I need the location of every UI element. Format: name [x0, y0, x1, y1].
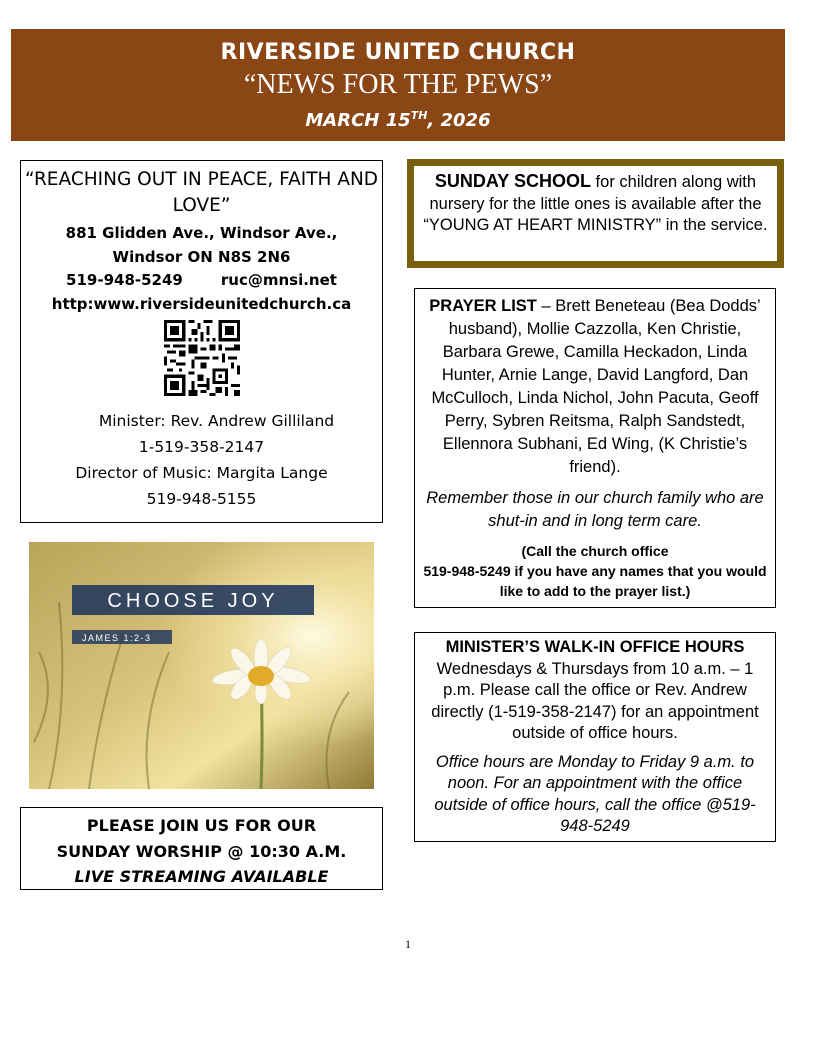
image-verse: JAMES 1:2-3: [82, 633, 152, 643]
church-email[interactable]: ruc@mnsi.net: [220, 271, 337, 289]
music-director: Director of Music: Margita Lange: [75, 464, 328, 482]
minister-name: Minister: Rev. Andrew Gilliland: [98, 412, 335, 430]
sunday-school-text: for children along with nursery for the little ones is available after the “YOUNG AT HEART MINISTRY” in the service.: [423, 173, 768, 234]
sunday-school-box: [407, 159, 784, 268]
church-info-box: [20, 160, 383, 523]
church-name: RIVERSIDE UNITED CHURCH: [220, 40, 576, 65]
office-hours-text: Wednesdays & Thursdays from 10 a.m. – 1 p.m. Please call the office or Rev. Andrew directly (1-519-358-2147) for an appointment outside of office hours.: [431, 659, 759, 742]
qr-code: [164, 320, 240, 396]
minister-phone: 1-519-358-2147: [138, 438, 265, 456]
church-website[interactable]: http:www.riversideunitedchurch.ca: [51, 294, 352, 313]
sunday-school-heading: SUNDAY SCHOOL: [434, 171, 591, 191]
music-director-phone: 519-948-5155: [146, 490, 257, 508]
address-line-1: 881 Glidden Ave., Windsor Ave.,: [65, 224, 338, 242]
prayer-remember-note: Remember those in our church family who are shut-in and in long term care.: [426, 489, 764, 530]
office-hours-heading: MINISTER’S WALK-IN OFFICE HOURS: [445, 638, 745, 656]
worship-line-1: PLEASE JOIN US FOR OUR: [86, 816, 317, 835]
page-number: 1: [405, 937, 411, 951]
prayer-call-note: (Call the church office 519-948-5249 if you have any names that you would like to add to the prayer list.): [423, 543, 767, 599]
image-title: CHOOSE JOY: [107, 590, 279, 612]
worship-line-2: SUNDAY WORSHIP @ 10:30 A.M.: [56, 841, 347, 861]
contact-row: [21, 269, 382, 293]
newsletter-date: MARCH 15TH, 2026: [305, 109, 491, 131]
address-line-2: Windsor ON N8S 2N6: [112, 247, 291, 266]
church-motto: “REACHING OUT IN PEACE, FAITH AND LOVE”: [24, 169, 379, 216]
prayer-list-box: [414, 288, 776, 608]
newsletter-banner: [11, 29, 785, 141]
newsletter-title: “NEWS FOR THE PEWS”: [243, 69, 553, 100]
church-phone: 519-948-5249: [66, 271, 183, 289]
office-hours-box: [414, 632, 776, 842]
office-hours-italic-note: Office hours are Monday to Friday 9 a.m. to noon. For an appointment with the office outside of office hours, call the office @519-948-5249: [434, 752, 756, 835]
choose-joy-image: [29, 542, 374, 789]
worship-live-streaming: LIVE STREAMING AVAILABLE: [74, 867, 329, 886]
prayer-list-names: – Brett Beneteau (Bea Dodds’ husband), Mollie Cazzolla, Ken Christie, Barbara Grewe, Camilla Heckadon, Linda Hunter, Arnie Lange, David Langford, Dan McCulloch, Linda Nichol, John Pacuta, Geoff Perry, Sybren Reitsma, Ralph Sandstedt, Ellennora Subhani, Ed Wing, (K Christie’s friend).: [431, 297, 761, 476]
worship-box: [20, 807, 383, 890]
prayer-list-heading: PRAYER LIST: [429, 297, 537, 315]
